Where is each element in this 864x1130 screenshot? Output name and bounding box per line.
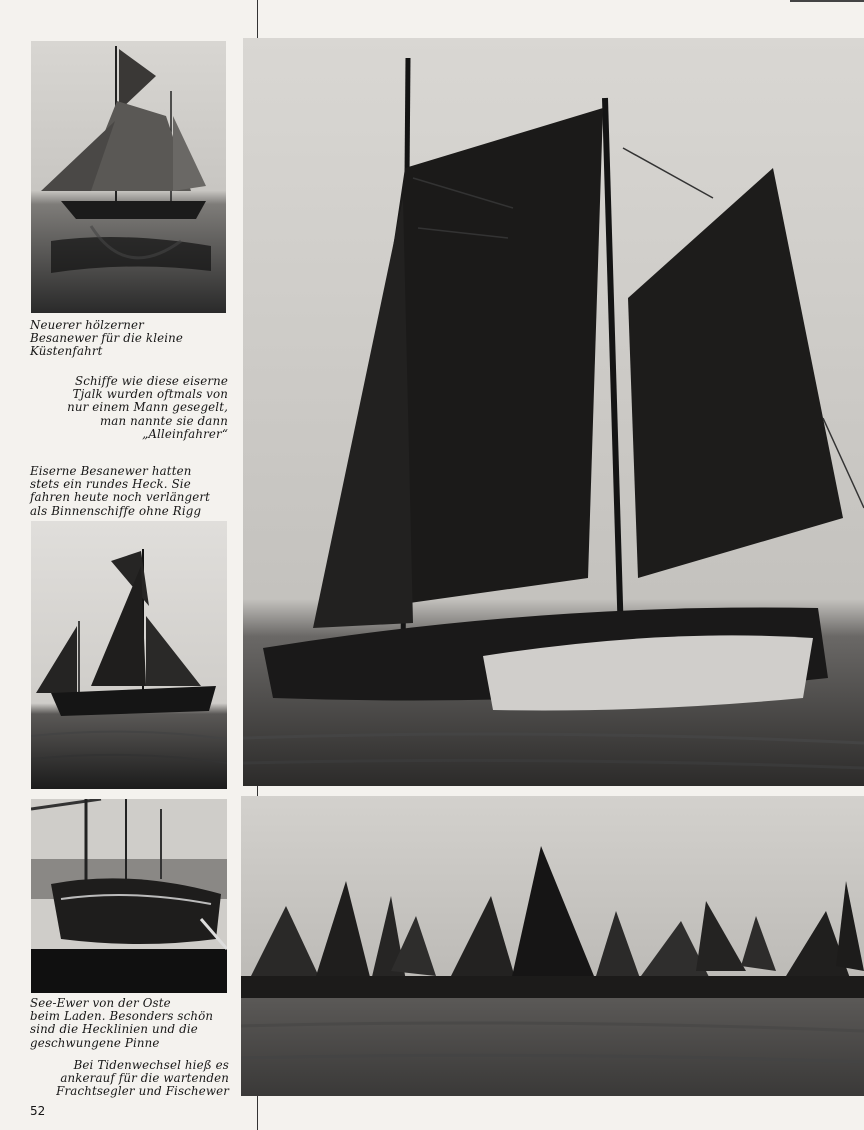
caption-wooden-besanewer: Neuerer hölzerner Besanewer für die kleine Küstenfahrt — [30, 318, 184, 359]
photo-see-ewer — [31, 799, 227, 993]
caption-iron-besanewer: Eiserne Besanewer hatten stets ein rundes Heck. Sie fahren heute noch verlängert als Binnenschiffe ohne Rigg — [30, 464, 211, 518]
photo-fleet — [241, 796, 864, 1096]
top-rule — [790, 0, 864, 2]
caption-iron-tjalk: Schiffe wie diese eiserne Tjalk wurden oftmals von nur einem Mann gesegelt, man nannte sie dann „Alleinfahrer“ — [67, 374, 228, 441]
photo-tjalk — [243, 38, 864, 786]
photo-wooden-besanewer — [31, 41, 226, 313]
photo-iron-besanewer — [31, 521, 227, 789]
page-number: 52 — [30, 1104, 46, 1118]
caption-tidenwechsel: Bei Tidenwechsel hieß es ankerauf für die wartenden Frachtsegler und Fischewer — [56, 1058, 229, 1099]
caption-see-ewer: See-Ewer von der Oste beim Laden. Besonders schön sind die Hecklinien und die geschwungene Pinne — [30, 996, 214, 1050]
